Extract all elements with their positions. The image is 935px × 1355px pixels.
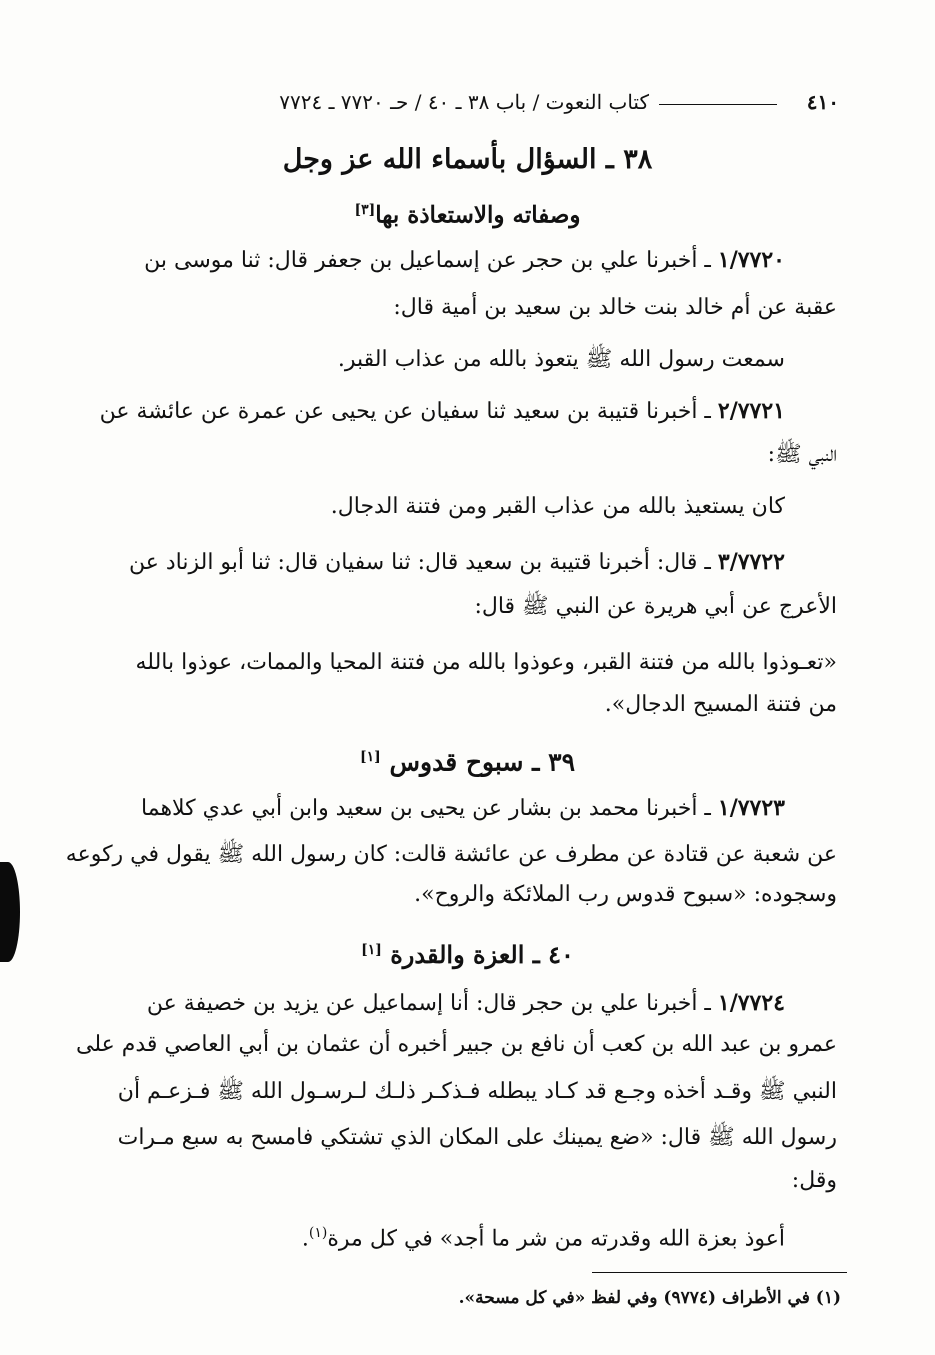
hadith-7720-text: سمعت رسول الله ﷺ يتعوذ بالله من عذاب القبر.: [337, 347, 785, 372]
hadith-7722-number: ٣/٧٧٢٢: [717, 549, 785, 575]
hadith-7724-number: ١/٧٧٢٤: [717, 990, 785, 1016]
hadith-7720-line2: عقبة عن أم خالد بنت خالد بن سعيد بن أمية قال:: [393, 295, 837, 320]
hadith-7721-text: كان يستعيذ بالله من عذاب القبر ومن فتنة الدجال.: [330, 494, 785, 519]
hadith-7720-isnad-1: ـ أخبرنا علي بن حجر عن إسماعيل بن جعفر قال: ثنا موسى بن: [144, 248, 718, 273]
hadith-7724-line3: النبي ﷺ وقـد أخذه وجـع قد كـاد يبطله فـذكـر ذلـك لـرسـول الله ﷺ فـزعـم أن: [117, 1079, 837, 1104]
footnote-rule: [592, 1272, 847, 1273]
chapter-39-title-text: ٣٩ ـ سبوح قدوس: [389, 747, 575, 777]
hadith-7724-note-ref: (١): [308, 1225, 328, 1241]
chapter-38-subtitle-text: وصفاته والاستعاذة بها: [375, 201, 581, 229]
chapter-39-title: [80, 740, 855, 779]
hadith-7722-text-1: «تعـوذوا بالله من فتنة القبر، وعوذوا بالله من فتنة المحيا والممات، عوذوا بالله: [135, 650, 837, 675]
hadith-7722-line2: الأعرج عن أبي هريرة عن النبي ﷺ قال:: [474, 594, 837, 619]
chapter-40-title: [80, 934, 855, 971]
hadith-7723-number: ١/٧٧٢٣: [717, 795, 785, 821]
hadith-7724-isnad-1: ـ أخبرنا علي بن حجر قال: أنا إسماعيل عن يزيد بن خصيفة عن: [146, 991, 718, 1016]
hadith-7721-number: ٢/٧٧٢١: [717, 398, 785, 424]
running-title: كتاب النعوت / باب ٣٨ ـ ٤٠ / حـ ٧٧٢٠ ـ ٧٧٢٤: [279, 90, 649, 114]
page-header: [94, 86, 839, 118]
hadith-7721-line2: النبي ﷺ:: [767, 442, 837, 467]
hadith-7721-isnad-1: ـ أخبرنا قتيبة بن سعيد ثنا سفيان عن يحيى عن عمرة عن عائشة عن: [99, 399, 718, 424]
hadith-7724-line1: [80, 988, 785, 1019]
hadith-7720-number: ١/٧٧٢٠: [717, 247, 785, 273]
chapter-38-title: ٣٨ ـ السؤال بأسماء الله عز وجل: [282, 144, 653, 175]
page-number: ٤١٠: [806, 90, 839, 114]
hadith-7724-text: أعوذ بعزة الله وقدرته من شر ما أجد» في كل مرة$^{(١)}$.: [301, 1225, 785, 1252]
header-rule: [659, 104, 777, 105]
hadith-7723-line2: عن شعبة عن قتادة عن مطرف عن عائشة قالت: كان رسول الله ﷺ يقول في ركوعه: [65, 842, 837, 867]
hadith-7724-text-body: أعوذ بعزة الله وقدرته من شر ما أجد» في كل مرة: [327, 1226, 785, 1252]
chapter-39-note-ref: [١]: [359, 749, 381, 765]
scan-edge-mark: [0, 862, 20, 962]
chapter-40-title-text: ٤٠ ـ العزة والقدرة: [390, 940, 574, 969]
hadith-7722-line1: [80, 547, 785, 578]
hadith-7723-line1: [80, 793, 785, 824]
hadith-7722-isnad-1: ـ قال: أخبرنا قتيبة بن سعيد قال: ثنا سفيان قال: ثنا أبو الزناد عن: [128, 550, 718, 575]
hadith-7724-line5: وقل:: [791, 1168, 837, 1193]
hadith-7720-line1: [80, 245, 785, 276]
hadith-7723-isnad-1: ـ أخبرنا محمد بن بشار عن يحيى بن سعيد وابن أبي عدي كلاهما: [141, 796, 718, 821]
hadith-7723-line3: وسجوده: «سبوح قدوس رب الملائكة والروح».: [414, 882, 837, 907]
hadith-7722-text-2: من فتنة المسيح الدجال».: [604, 692, 837, 717]
hadith-7724-line4: رسول الله ﷺ قال: «ضع يمينك على المكان الذي تشتكي فامسح به سبع مـرات: [117, 1125, 837, 1150]
footnote: (١) في الأطراف (٩٧٧٤) وفي لفظ «في كل مسحة».: [458, 1288, 841, 1308]
chapter-40-note-ref: [١]: [361, 942, 382, 958]
hadith-7721-line1: [80, 396, 785, 427]
hadith-7724-line2: عمرو بن عبد الله بن كعب أن نافع بن جبير أخبره أن عثمان بن أبي العاصي قدم على: [76, 1032, 837, 1057]
chapter-38-subtitle: [80, 195, 855, 231]
chapter-38-note-ref: [٣]: [354, 202, 376, 218]
